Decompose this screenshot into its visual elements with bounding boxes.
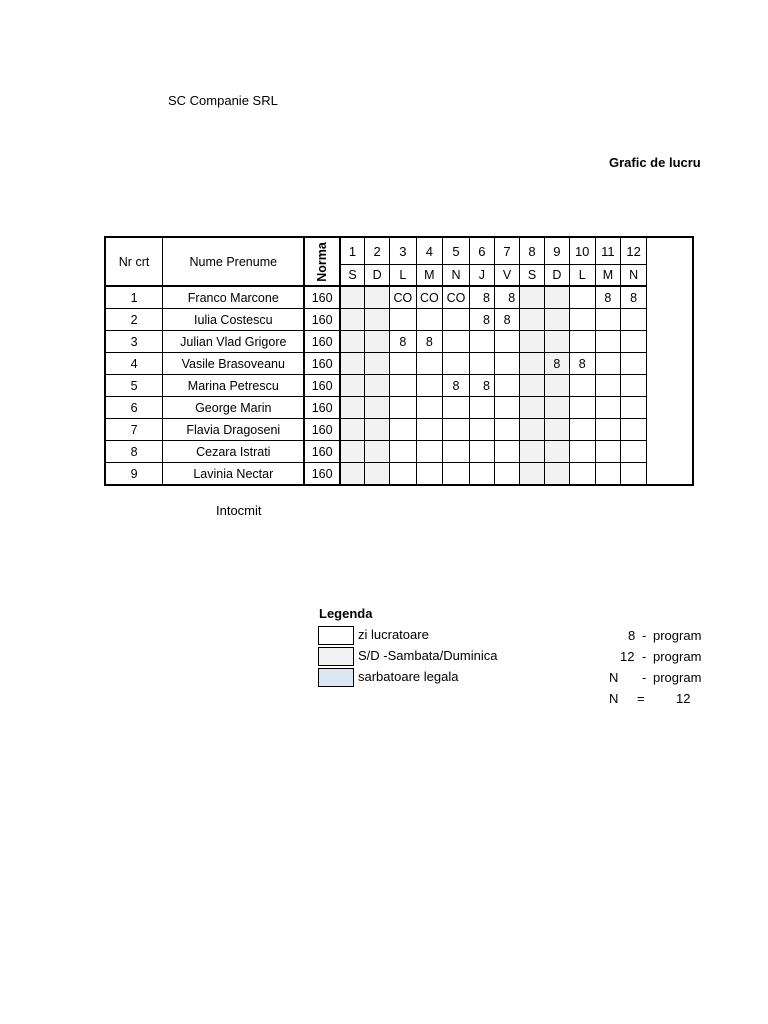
cell-day[interactable] [494, 441, 519, 463]
cell-day[interactable] [469, 419, 494, 441]
cell-nr[interactable]: 4 [105, 353, 163, 375]
cell-nr[interactable]: 1 [105, 286, 163, 309]
cell-day[interactable] [416, 309, 443, 331]
header-day-number: 8 [520, 237, 545, 265]
header-day-number: 5 [443, 237, 470, 265]
cell-name[interactable]: Franco Marcone [163, 286, 305, 309]
cell-day[interactable] [621, 375, 647, 397]
cell-day[interactable] [469, 441, 494, 463]
legend-code: 12 [620, 649, 635, 664]
cell-day[interactable] [365, 463, 390, 486]
cell-day[interactable] [443, 397, 470, 419]
header-day-number: 6 [469, 237, 494, 265]
legend-separator: - [642, 670, 647, 685]
cell-day[interactable] [544, 309, 569, 331]
cell-day[interactable] [416, 419, 443, 441]
cell-day[interactable] [520, 441, 545, 463]
cell-day[interactable] [365, 331, 390, 353]
legend-swatch [318, 668, 354, 687]
cell-norma[interactable]: 160 [304, 353, 339, 375]
cell-day[interactable]: 8 [544, 353, 569, 375]
cell-day[interactable] [621, 353, 647, 375]
cell-day[interactable] [416, 397, 443, 419]
header-nr-crt: Nr crt [105, 237, 163, 286]
schedule-table [104, 236, 694, 486]
table-row [105, 419, 693, 441]
cell-day[interactable] [443, 419, 470, 441]
cell-day[interactable] [443, 441, 470, 463]
intocmit-label: Intocmit [216, 503, 262, 518]
table-row [105, 441, 693, 463]
cell-norma[interactable]: 160 [304, 419, 339, 441]
header-day-number: 4 [416, 237, 443, 265]
cell-nr[interactable]: 2 [105, 309, 163, 331]
cell-day[interactable] [494, 353, 519, 375]
header-nume-prenume: Nume Prenume [163, 237, 305, 286]
header-day-letter: M [416, 265, 443, 287]
cell-day[interactable] [416, 463, 443, 486]
cell-name[interactable]: George Marin [163, 397, 305, 419]
cell-day[interactable] [569, 309, 595, 331]
header-day-letter: S [520, 265, 545, 287]
cell-day[interactable] [390, 309, 417, 331]
cell-day[interactable] [443, 309, 470, 331]
cell-day[interactable] [520, 419, 545, 441]
cell-day[interactable] [621, 331, 647, 353]
cell-day[interactable] [340, 419, 365, 441]
cell-day[interactable] [569, 375, 595, 397]
cell-day[interactable]: 8 [469, 286, 494, 309]
cell-norma[interactable]: 160 [304, 397, 339, 419]
cell-nr[interactable]: 9 [105, 463, 163, 486]
cell-nr[interactable]: 6 [105, 397, 163, 419]
legend-swatch [318, 626, 354, 645]
cell-day[interactable] [443, 353, 470, 375]
cell-day[interactable] [494, 375, 519, 397]
cell-day[interactable] [365, 353, 390, 375]
cell-name[interactable]: Flavia Dragoseni [163, 419, 305, 441]
cell-day[interactable] [390, 375, 417, 397]
cell-day[interactable] [494, 397, 519, 419]
cell-day[interactable] [443, 463, 470, 486]
cell-norma[interactable]: 160 [304, 331, 339, 353]
cell-day[interactable]: CO [390, 286, 417, 309]
legend-swatch [318, 647, 354, 666]
legend-separator: - [642, 628, 647, 643]
cell-day[interactable] [365, 309, 390, 331]
cell-day[interactable] [595, 441, 621, 463]
cell-day[interactable]: 8 [569, 353, 595, 375]
cell-norma[interactable]: 160 [304, 375, 339, 397]
legend-separator: - [642, 649, 647, 664]
legend-title: Legenda [319, 606, 373, 621]
table-row [105, 353, 693, 375]
cell-norma[interactable]: 160 [304, 463, 339, 486]
schedule-table-viewport [104, 236, 694, 484]
cell-day[interactable] [390, 441, 417, 463]
cell-day[interactable]: 8 [494, 309, 519, 331]
legend-description: program [653, 649, 702, 664]
header-norma-label: Norma [315, 241, 330, 282]
cell-day[interactable] [365, 286, 390, 309]
cell-nr[interactable]: 8 [105, 441, 163, 463]
cell-day[interactable] [365, 375, 390, 397]
header-day-letter: J [469, 265, 494, 287]
cell-day[interactable] [340, 309, 365, 331]
cell-day[interactable] [340, 353, 365, 375]
cell-day[interactable] [520, 331, 545, 353]
cell-day[interactable] [416, 441, 443, 463]
cell-day[interactable] [544, 441, 569, 463]
header-day-letter: M [595, 265, 621, 287]
cell-day[interactable] [416, 353, 443, 375]
cell-name[interactable]: Vasile Brasoveanu [163, 353, 305, 375]
cell-day[interactable] [416, 375, 443, 397]
cell-day[interactable]: 8 [494, 286, 519, 309]
cell-day[interactable] [520, 286, 545, 309]
cell-day[interactable]: CO [443, 286, 470, 309]
company-name: SC Companie SRL [168, 93, 278, 108]
header-day-number: 12 [621, 237, 647, 265]
cell-day[interactable]: 8 [621, 286, 647, 309]
header-day-letter: N [443, 265, 470, 287]
cell-name[interactable]: Lavinia Nectar [163, 463, 305, 486]
cell-day[interactable] [621, 309, 647, 331]
header-day-letter: V [494, 265, 519, 287]
table-row [105, 309, 693, 331]
cell-day[interactable] [520, 309, 545, 331]
legend-separator: = [637, 691, 645, 706]
cell-day[interactable] [544, 463, 569, 486]
header-day-number: 7 [494, 237, 519, 265]
cell-nr[interactable]: 3 [105, 331, 163, 353]
table-row [105, 286, 693, 309]
cell-day[interactable] [520, 397, 545, 419]
cell-day[interactable] [544, 286, 569, 309]
cell-nr[interactable]: 7 [105, 419, 163, 441]
cell-day[interactable] [390, 419, 417, 441]
table-row [105, 331, 693, 353]
cell-day[interactable] [569, 397, 595, 419]
legend-code: 8 [628, 628, 636, 643]
header-day-number: 1 [340, 237, 365, 265]
cell-norma[interactable]: 160 [304, 441, 339, 463]
cell-name[interactable]: Julian Vlad Grigore [163, 331, 305, 353]
cell-day[interactable] [520, 463, 545, 486]
cell-day[interactable] [494, 331, 519, 353]
cell-day[interactable] [595, 353, 621, 375]
cell-day[interactable] [340, 463, 365, 486]
cell-day[interactable] [569, 419, 595, 441]
cell-day[interactable]: CO [416, 286, 443, 309]
cell-day[interactable] [595, 463, 621, 486]
cell-day[interactable] [340, 441, 365, 463]
legend-description: program [653, 628, 702, 643]
cell-day[interactable] [365, 441, 390, 463]
legend-label: S/D -Sambata/Duminica [358, 648, 498, 663]
legend-description: 12 [676, 691, 691, 706]
cell-day[interactable] [469, 353, 494, 375]
cell-day[interactable] [544, 375, 569, 397]
header-day-letter: L [569, 265, 595, 287]
cell-day[interactable] [340, 286, 365, 309]
cell-day[interactable] [544, 331, 569, 353]
cell-day[interactable] [569, 441, 595, 463]
table-row [105, 397, 693, 419]
header-day-letter: S [340, 265, 365, 287]
cell-day[interactable] [340, 331, 365, 353]
table-row [105, 375, 693, 397]
header-day-letter: L [390, 265, 417, 287]
legend-code: N [609, 670, 619, 685]
cell-day[interactable] [365, 397, 390, 419]
cell-day[interactable] [569, 331, 595, 353]
cell-day[interactable]: 8 [390, 331, 417, 353]
page-title: Grafic de lucru [609, 155, 701, 170]
cell-day[interactable] [595, 309, 621, 331]
cell-day[interactable] [595, 375, 621, 397]
cell-day[interactable]: 8 [469, 309, 494, 331]
cell-day[interactable] [494, 419, 519, 441]
legend-description: program [653, 670, 702, 685]
cell-day[interactable] [494, 463, 519, 486]
cell-day[interactable] [520, 375, 545, 397]
cell-day[interactable] [621, 441, 647, 463]
table-row [105, 463, 693, 486]
header-day-letter: N [621, 265, 647, 287]
cell-day[interactable] [569, 286, 595, 309]
cell-day[interactable] [544, 397, 569, 419]
cell-day[interactable]: 8 [416, 331, 443, 353]
header-norma [304, 237, 339, 286]
cell-day[interactable]: 8 [443, 375, 470, 397]
cell-day[interactable]: 8 [469, 375, 494, 397]
legend-label: zi lucratoare [358, 627, 429, 642]
cell-name[interactable]: Iulia Costescu [163, 309, 305, 331]
cell-day[interactable] [469, 397, 494, 419]
cell-nr[interactable]: 5 [105, 375, 163, 397]
cell-day[interactable] [340, 397, 365, 419]
cell-norma[interactable]: 160 [304, 286, 339, 309]
cell-day[interactable] [443, 331, 470, 353]
cell-day[interactable] [621, 397, 647, 419]
header-day-number: 10 [569, 237, 595, 265]
cell-norma[interactable]: 160 [304, 309, 339, 331]
header-day-letter: D [365, 265, 390, 287]
cell-day[interactable] [469, 331, 494, 353]
legend-label: sarbatoare legala [358, 669, 459, 684]
cell-day[interactable] [621, 463, 647, 486]
cell-day[interactable]: 8 [595, 286, 621, 309]
cell-day[interactable] [390, 463, 417, 486]
cell-day[interactable] [520, 353, 545, 375]
cell-day[interactable] [390, 353, 417, 375]
header-day-number: 3 [390, 237, 417, 265]
header-day-number: 9 [544, 237, 569, 265]
cell-name[interactable]: Marina Petrescu [163, 375, 305, 397]
legend-code: N [609, 691, 619, 706]
header-day-number: 2 [365, 237, 390, 265]
cell-day[interactable] [595, 397, 621, 419]
cell-day[interactable] [544, 419, 569, 441]
cell-day[interactable] [595, 419, 621, 441]
cell-day[interactable] [340, 375, 365, 397]
cell-day[interactable] [469, 463, 494, 486]
cell-name[interactable]: Cezara Istrati [163, 441, 305, 463]
header-day-number: 11 [595, 237, 621, 265]
cell-day[interactable] [595, 331, 621, 353]
cell-day[interactable] [569, 463, 595, 486]
cell-day[interactable] [365, 419, 390, 441]
cell-day[interactable] [390, 397, 417, 419]
header-day-letter: D [544, 265, 569, 287]
cell-day[interactable] [621, 419, 647, 441]
